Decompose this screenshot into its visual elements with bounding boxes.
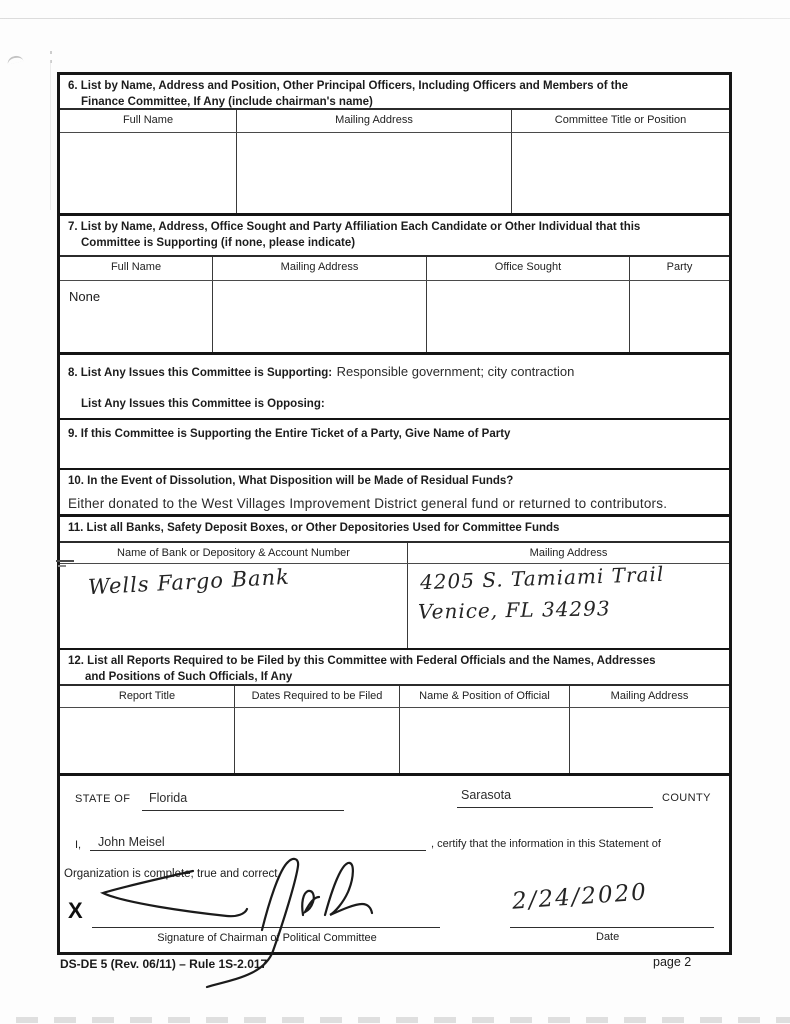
date-caption: Date <box>596 931 620 943</box>
column-header-committee-title: Committee Title or Position <box>554 114 687 126</box>
scan-edge-line <box>0 18 790 19</box>
section-12-table-header <box>60 684 729 707</box>
column-header-mailing-address: Mailing Address <box>529 547 608 559</box>
bank-address-line2-handwriting: Venice, FL 34293 <box>417 596 611 624</box>
page-number: page 2 <box>653 955 692 969</box>
certify-text: , certify that the information in this Statement of <box>431 838 661 850</box>
section-6-title-line2: Finance Committee, If Any (include chairman's name) <box>81 95 373 108</box>
s12-cell-official <box>400 708 570 773</box>
s7-cell-party <box>630 281 729 352</box>
issues-supporting-value: Responsible government; city contraction <box>336 364 575 379</box>
column-header-mailing-address: Mailing Address <box>610 690 689 702</box>
section-11-table-row <box>60 563 729 648</box>
s12-cell-mailing-address <box>570 708 729 773</box>
section-7-title-line1: 7. List by Name, Address, Office Sought and Party Affiliation Each Candidate or Other Individual that this <box>68 221 641 233</box>
candidate-none-value: None <box>69 289 101 304</box>
column-header-party: Party <box>666 261 693 273</box>
section-7-table-row <box>60 280 729 352</box>
s7-cell-full-name <box>60 281 213 352</box>
section-9-title: 9. If this Committee is Supporting the Entire Ticket of a Party, Give Name of Party <box>68 428 511 440</box>
column-header-full-name: Full Name <box>60 110 237 132</box>
column-header-mailing-address: Mailing Address <box>213 257 427 280</box>
section-11-title: 11. List all Banks, Safety Deposit Boxes, or Other Depositories Used for Committee Funds <box>68 522 560 534</box>
section-11-table-header <box>60 541 729 563</box>
scan-bottom-band <box>0 1017 790 1023</box>
county-underline <box>457 807 653 808</box>
issues-opposing-label: List Any Issues this Committee is Opposing: <box>81 398 325 410</box>
section-7-title-line2: Committee is Supporting (if none, please indicate) <box>81 236 356 249</box>
signature-scrawl <box>90 853 390 998</box>
column-header-mailing-address: Mailing Address <box>237 110 512 132</box>
scan-edge-vertical <box>50 60 51 210</box>
county-value: Sarasota <box>461 788 512 802</box>
form-number-footer: DS-DE 5 (Rev. 06/11) – Rule 1S-2.017 <box>60 957 268 971</box>
state-value: Florida <box>149 791 188 805</box>
section-9 <box>60 418 729 468</box>
scan-mark-squiggle <box>6 54 23 64</box>
form-outer-border <box>57 72 732 955</box>
name-underline <box>90 850 426 851</box>
i-label: I, <box>75 839 82 851</box>
dissolution-answer: Either donated to the West Villages Improvement District general fund or returned to contributors. <box>68 496 668 511</box>
chairman-name-value: John Meisel <box>98 835 165 849</box>
section-8 <box>60 352 729 418</box>
section-7-header <box>60 213 729 255</box>
section-12-title-line1: 12. List all Reports Required to be Filed by this Committee with Federal Officials and the Names, Addresses <box>68 655 656 667</box>
s7-cell-office-sought <box>427 281 630 352</box>
section-6-table-header <box>60 108 729 132</box>
s11-cell-mailing-address <box>408 561 729 648</box>
x-mark: X <box>68 898 83 923</box>
section-10-title: 10. In the Event of Dissolution, What Disposition will be Made of Residual Funds? <box>68 475 514 487</box>
s11-cell-bank-name <box>60 564 408 648</box>
section-6-title-line1: 6. List by Name, Address and Position, Other Principal Officers, Including Officers and Members of the <box>68 80 628 92</box>
column-header-full-name: Full Name <box>60 257 213 280</box>
column-header-dates-required: Dates Required to be Filed <box>235 686 400 707</box>
s7-cell-mailing-address <box>213 281 427 352</box>
statement-text: Organization is complete, true and correct. <box>64 868 281 880</box>
issues-supporting-label: 8. List Any Issues this Committee is Supporting: <box>68 367 333 379</box>
s6-cell-mailing-address <box>237 133 512 213</box>
section-12-table-row <box>60 707 729 773</box>
county-label: COUNTY <box>662 792 711 804</box>
column-header-report-title: Report Title <box>60 686 235 707</box>
bank-name-handwriting: Wells Fargo Bank <box>87 564 291 600</box>
s12-cell-report-title <box>60 708 235 773</box>
section-10 <box>60 468 729 514</box>
section-12-header <box>60 648 729 684</box>
column-header-bank-name: Name of Bank or Depository & Account Number <box>60 543 408 563</box>
section-7-table-header <box>60 255 729 280</box>
section-12-title-line2: and Positions of Such Officials, If Any <box>85 670 293 683</box>
s12-cell-dates-required <box>235 708 400 773</box>
s6-cell-committee-title <box>512 133 729 213</box>
signature-caption: Signature of Chairman of Political Committee <box>157 932 377 944</box>
section-6-header <box>60 75 729 108</box>
column-header-official: Name & Position of Official <box>400 686 570 707</box>
state-of-label: STATE OF <box>75 793 131 805</box>
section-11-header <box>60 514 729 541</box>
state-underline <box>142 810 344 811</box>
date-underline <box>510 927 714 928</box>
bank-address-line1-handwriting: 4205 S. Tamiami Trail <box>419 561 665 595</box>
scan-mark-dashes <box>56 560 78 568</box>
date-handwriting: 2/24/2020 <box>511 879 649 915</box>
column-header-office-sought: Office Sought <box>427 257 630 280</box>
section-6-table-row <box>60 132 729 213</box>
s6-cell-full-name <box>60 133 237 213</box>
